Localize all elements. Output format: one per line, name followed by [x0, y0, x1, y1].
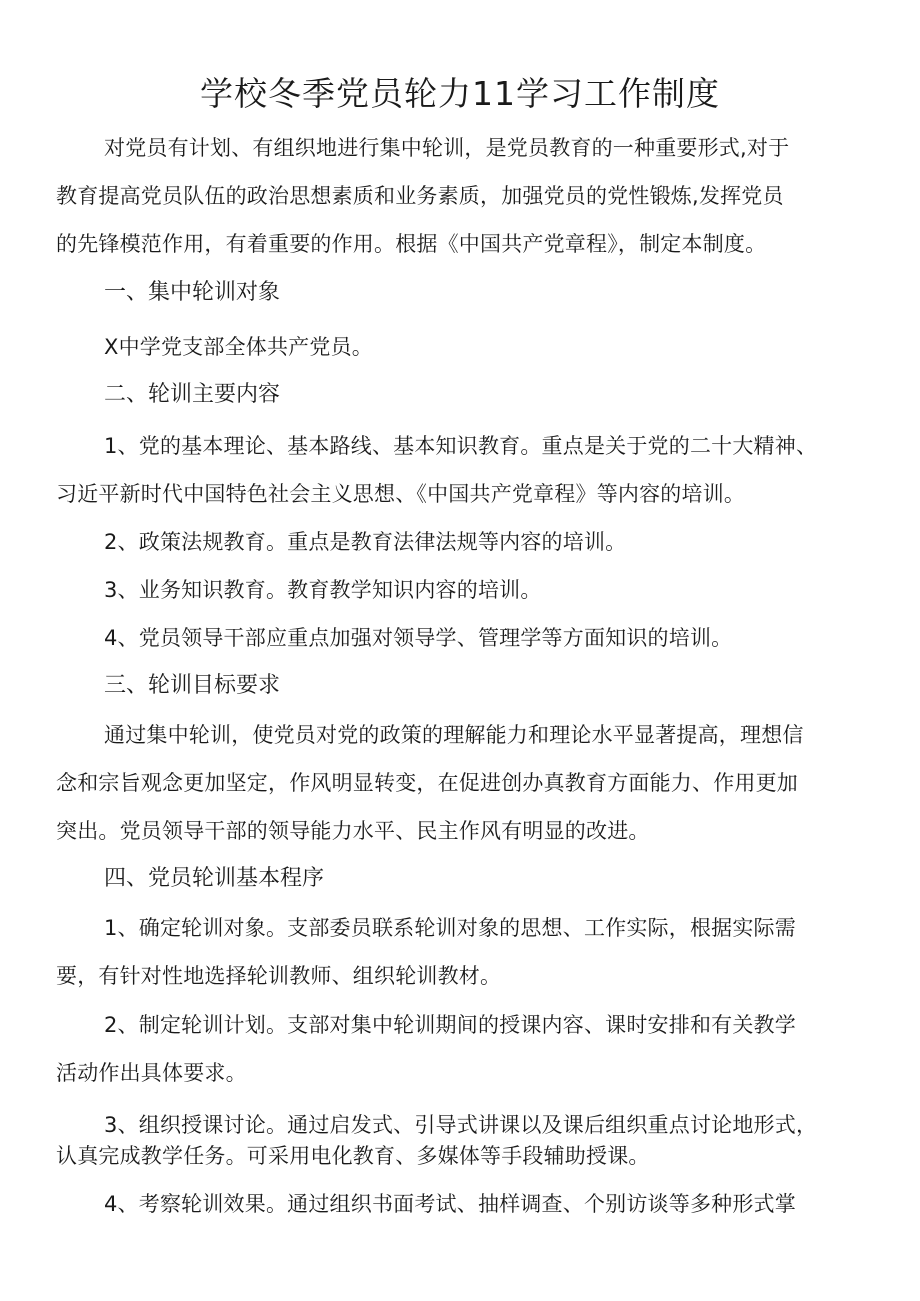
intro-line: 的先锋模范作用，有着重要的作用。根据《中国共产党章程》，制定本制度。 — [56, 232, 767, 256]
section-line: 习近平新时代中国特色社会主义思想、《中国共产党章程》等内容的培训。 — [56, 482, 746, 506]
section-line: 1、确定轮训对象。支部委员联系轮训对象的思想、工作实际，根据实际需 — [104, 916, 796, 940]
section-heading: 一、集中轮训对象 — [104, 280, 281, 305]
section-line: 4、党员领导干部应重点加强对领导学、管理学等方面知识的培训。 — [104, 626, 733, 650]
section-line: X中学党支部全体共产党员。 — [104, 335, 373, 359]
section-line: 认真完成教学任务。可采用电化教育、多媒体等手段辅助授课。 — [56, 1144, 650, 1168]
section-heading: 二、轮训主要内容 — [104, 382, 281, 407]
section-line: 念和宗旨观念更加坚定，作风明显转变，在促进创办真教育方面能力、作用更加 — [56, 771, 798, 795]
section-line: 活动作出具体要求。 — [56, 1061, 247, 1085]
section-line: 3、业务知识教育。教育教学知识内容的培训。 — [104, 578, 542, 602]
section-heading: 四、党员轮训基本程序 — [104, 866, 325, 891]
section-line: 突出。党员领导干部的领导能力水平、民主作风有明显的改进。 — [56, 819, 650, 843]
intro-line: 教育提高党员队伍的政治思想素质和业务素质，加强党员的党性锻炼,发挥党员 — [56, 184, 784, 208]
document-title: 学校冬季党员轮力11学习工作制度 — [200, 74, 720, 113]
section-heading: 三、轮训目标要求 — [104, 673, 281, 698]
section-line: 4、考察轮训效果。通过组织书面考试、抽样调查、个别访谈等多种形式掌 — [104, 1192, 796, 1216]
section-line: 2、制定轮训计划。支部对集中轮训期间的授课内容、课时安排和有关教学 — [104, 1013, 796, 1037]
section-line: 1、党的基本理论、基本路线、基本知识教育。重点是关于党的二十大精神、 — [104, 434, 818, 458]
section-line: 通过集中轮训，使党员对党的政策的理解能力和理论水平显著提高，理想信 — [104, 723, 804, 747]
section-line: 要，有针对性地选择轮训教师、组织轮训教材。 — [56, 964, 502, 988]
section-line: 3、组织授课讨论。通过启发式、引导式讲课以及课后组织重点讨论地形式， — [104, 1113, 818, 1137]
section-line: 2、政策法规教育。重点是教育法律法规等内容的培训。 — [104, 530, 627, 554]
intro-line: 对党员有计划、有组织地进行集中轮训，是党员教育的一种重要形式,对于 — [104, 136, 790, 160]
